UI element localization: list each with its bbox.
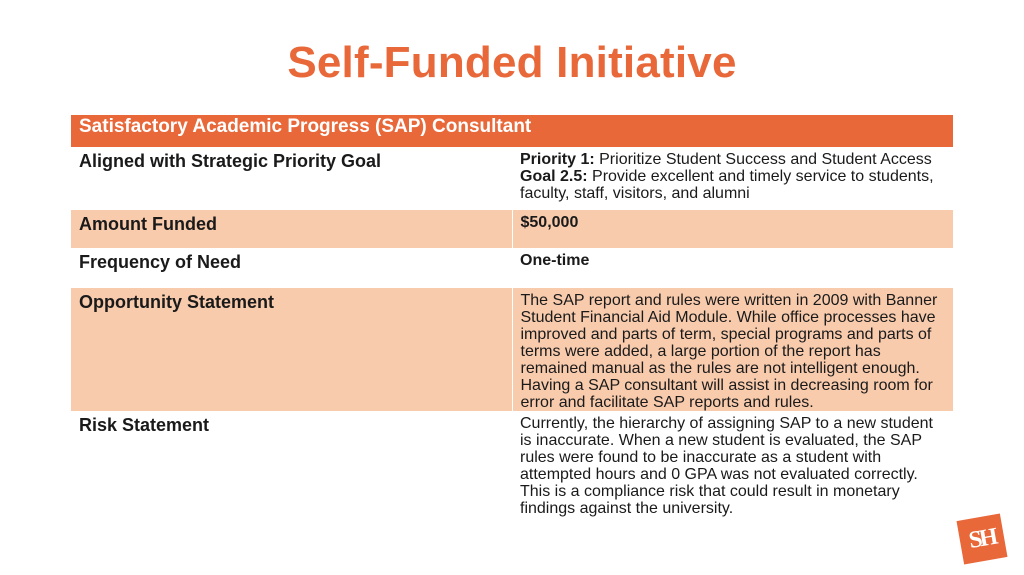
table-row (71, 147, 953, 210)
aligned-label: Aligned with Strategic Priority Goal (79, 151, 382, 171)
priority-label: Priority 1: (520, 151, 595, 168)
opportunity-value: The SAP report and rules were written in 2009 with Banner Student Financial Aid Module. While office processes have improved and parts of term, special programs and parts of terms were added, a large portion of the report has remained manual as the rules are not intelligent enough. Having a SAP consultant will assist in decreasing room for error and facilitate SAP reports and rules. (512, 288, 953, 411)
initiative-table (71, 115, 953, 517)
goal-text: Provide excellent and timely service to students, faculty, staff, visitors, and alumni (520, 168, 934, 202)
risk-label: Risk Statement (79, 415, 210, 435)
table-row (71, 210, 953, 248)
table-header: Satisfactory Academic Progress (SAP) Consultant (71, 115, 953, 147)
aligned-value (512, 147, 953, 210)
priority-text: Prioritize Student Success and Student Access (594, 151, 932, 168)
frequency-value: One-time (520, 252, 590, 269)
goal-label: Goal 2.5: (520, 168, 588, 185)
table-row (71, 288, 953, 411)
frequency-label: Frequency of Need (79, 252, 242, 272)
risk-value: Currently, the hierarchy of assigning SAP to a new student is inaccurate. When a new student is evaluated, the SAP rules were found to be inaccurate as a student with attempted hours and 0 GPA was not evaluated correctly. This is a compliance risk that could result in monetary findings against the university. (520, 415, 933, 517)
amount-label: Amount Funded (71, 210, 512, 248)
page-title: Self-Funded Initiative (287, 38, 737, 87)
amount-value: $50,000 (512, 210, 953, 248)
shsu-logo-icon: SH (957, 514, 1008, 565)
table-header-row (71, 115, 953, 147)
table-row (71, 411, 953, 517)
table-row (71, 248, 953, 288)
opportunity-label: Opportunity Statement (71, 288, 512, 411)
